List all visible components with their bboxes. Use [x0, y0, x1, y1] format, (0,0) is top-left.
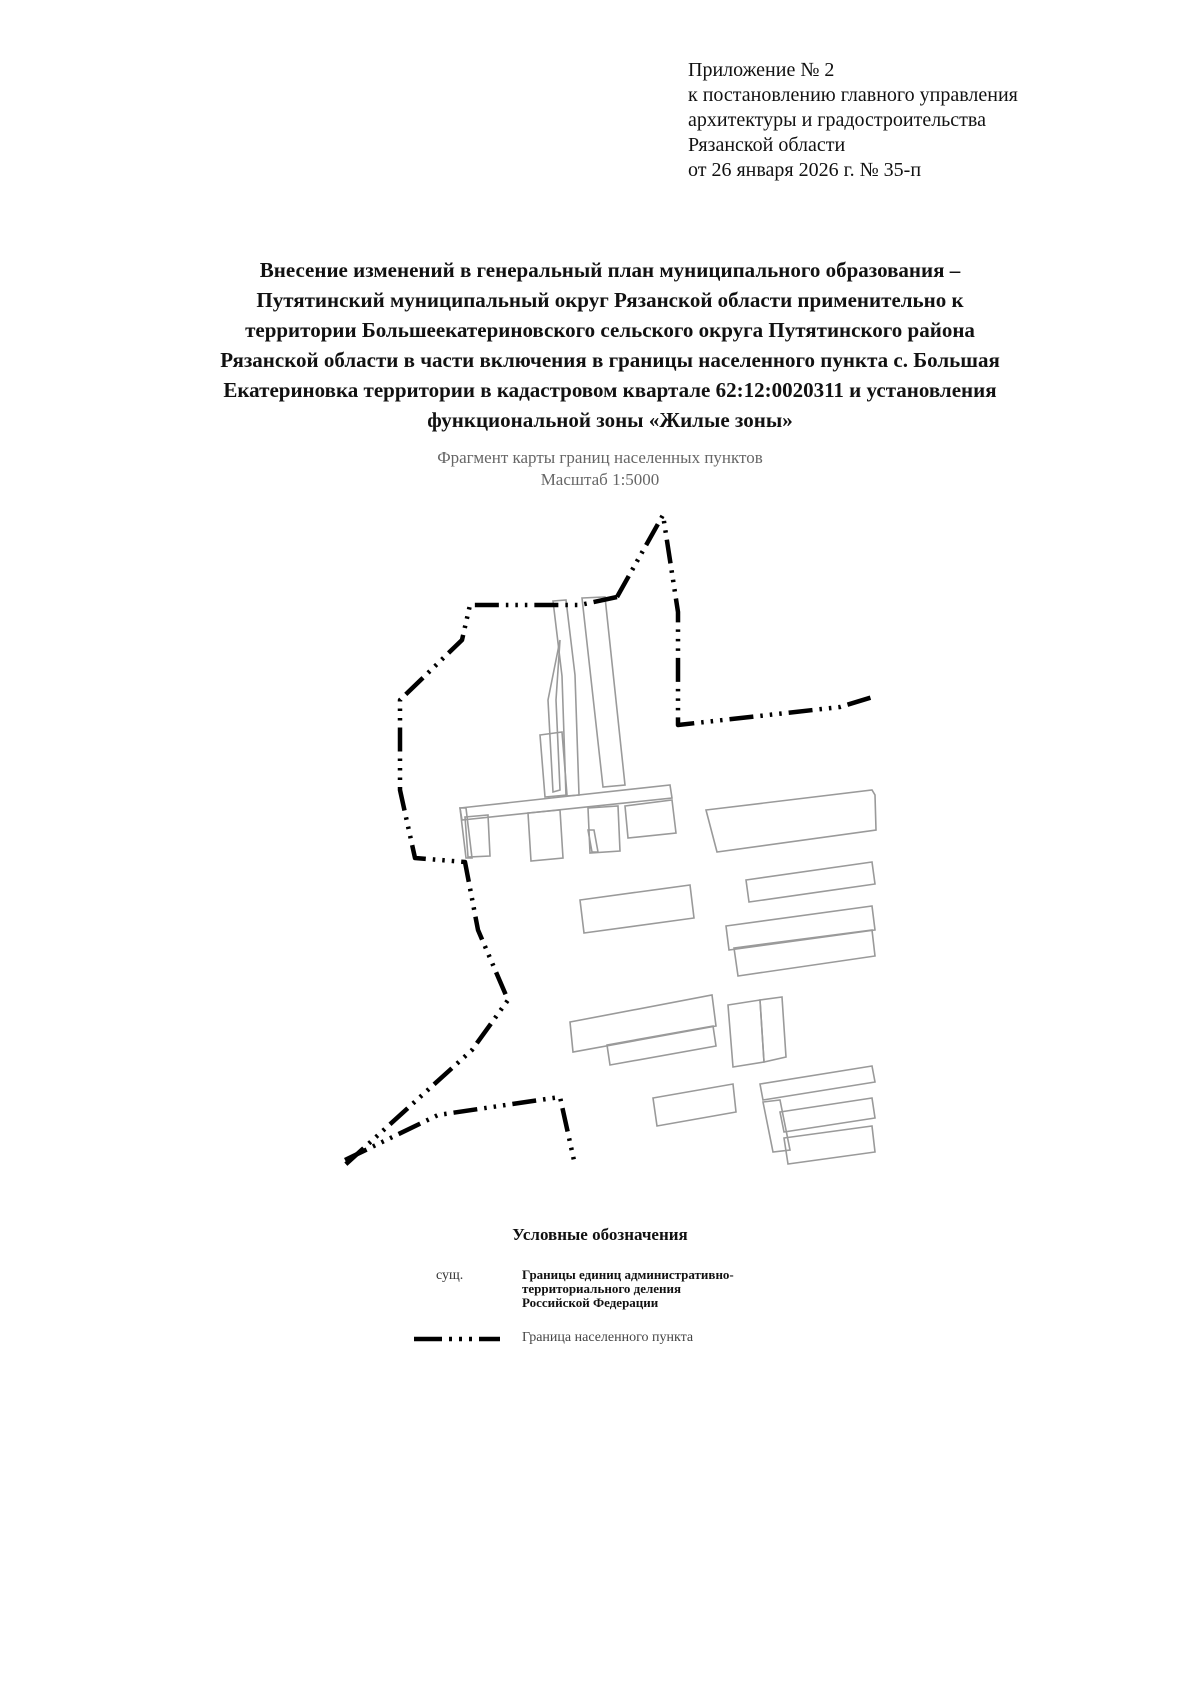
title-line: Внесение изменений в генеральный план муниципального образования – [259, 258, 961, 282]
legend-admin-line: Российской Федерации [522, 1295, 659, 1310]
legend-admin-description [522, 1268, 842, 1310]
title-line: Рязанской области в части включения в границы населенного пункта с. Большая [220, 348, 1000, 372]
map-scale: Масштаб 1:5000 [540, 470, 660, 489]
building-outline [726, 906, 875, 950]
legend-boundary-symbol [412, 1332, 502, 1346]
title-line: Екатериновка территории в кадастровом квартале 62:12:0020311 и установления [223, 378, 997, 402]
settlement-boundary [345, 515, 876, 1165]
building-outline [706, 790, 876, 852]
legend-admin-code: сущ. [436, 1268, 464, 1283]
boundary-segment-north [617, 515, 876, 725]
boundary-segment-south [345, 1097, 575, 1165]
legend-admin-line: Границы единиц административно- [522, 1267, 734, 1282]
legend-settlement-label: Граница населенного пункта [522, 1330, 694, 1345]
appendix-line: Приложение № 2 [688, 59, 835, 81]
map-caption-title: Фрагмент карты границ населенных пунктов [437, 448, 763, 467]
building-outline [548, 640, 560, 792]
appendix-line: Рязанской области [688, 134, 846, 156]
appendix-line: от 26 января 2026 г. № 35-п [688, 159, 922, 181]
building-outline [580, 885, 694, 933]
title-line: Путятинский муниципальный округ Рязанской области применительно к [256, 288, 964, 312]
appendix-line: к постановлению главного управления [688, 84, 1018, 106]
legend-title: Условные обозначения [512, 1225, 688, 1244]
appendix-line: архитектуры и градостроительства [688, 109, 986, 131]
building-outline [763, 1100, 790, 1152]
building-outline [607, 1026, 716, 1065]
building-outline [625, 800, 676, 838]
building-outline [734, 930, 875, 976]
building-outline [728, 1000, 764, 1067]
building-outline [760, 1066, 875, 1100]
legend-admin-line: территориального деления [522, 1281, 682, 1296]
building-outline [528, 810, 563, 861]
building-outline [653, 1084, 736, 1126]
buildings-layer [460, 597, 876, 1164]
building-outline [760, 997, 786, 1062]
title-line: территории Большеекатериновского сельского округа Путятинского района [245, 318, 975, 342]
boundary-segment-west [345, 597, 617, 1165]
building-outline [746, 862, 875, 902]
building-outline [582, 597, 625, 787]
building-outline [784, 1126, 875, 1164]
title-line: функциональной зоны «Жилые зоны» [427, 408, 793, 432]
building-outline [570, 995, 716, 1052]
